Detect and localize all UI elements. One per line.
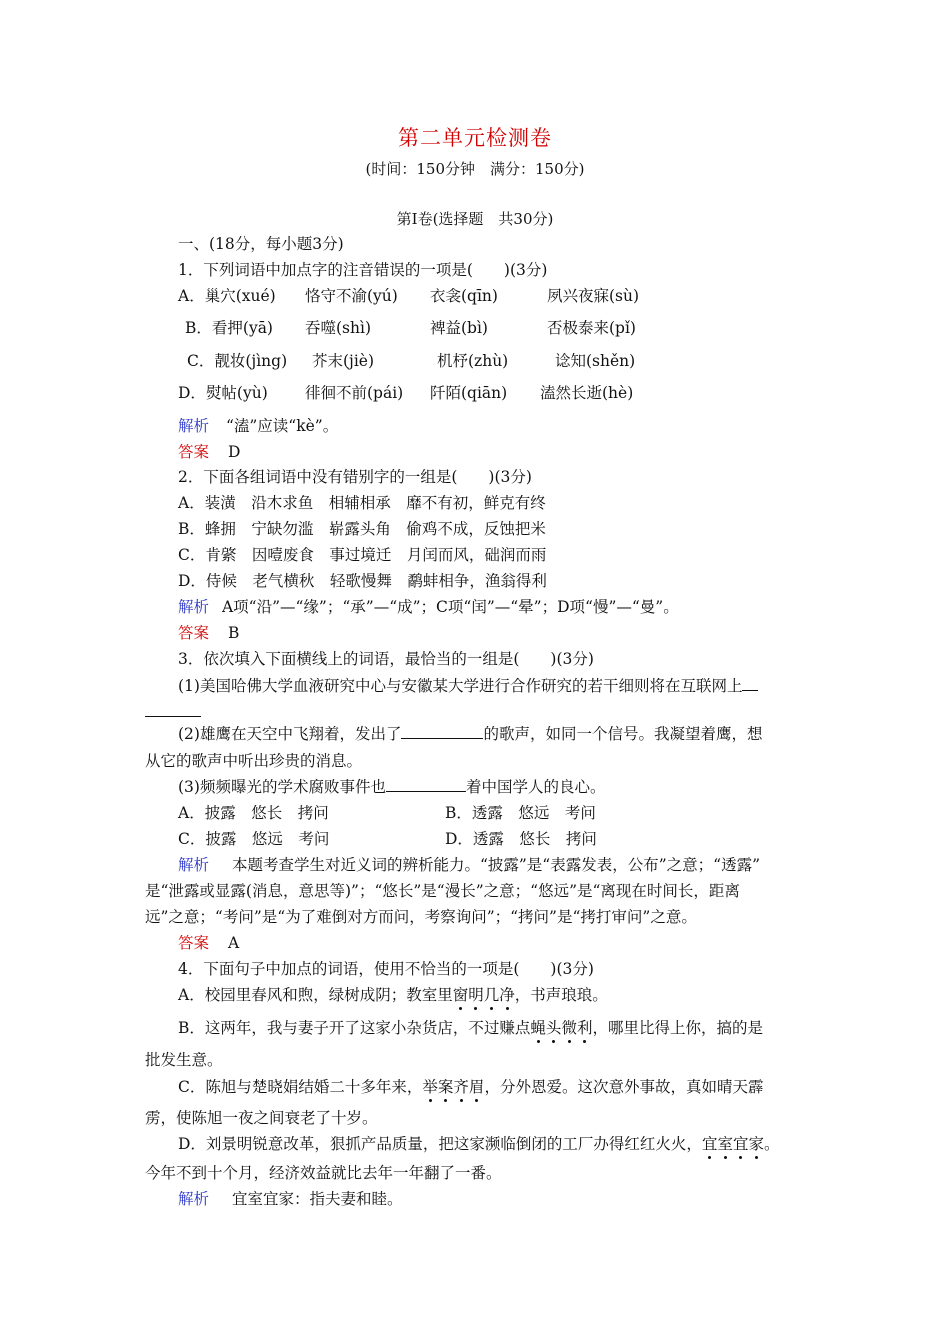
emphasis-char: 宜	[732, 1135, 749, 1153]
emphasis-char: 明	[468, 986, 484, 1004]
emphasis-char: 宜	[701, 1135, 718, 1153]
analysis-label: 解析	[178, 1190, 210, 1208]
fill-blank	[401, 724, 483, 739]
dotted-phrase	[422, 1078, 484, 1096]
q4-option-c	[178, 1077, 763, 1097]
q1-option: 机杼(zhù)	[437, 352, 509, 370]
section-heading: 第Ⅰ卷(选择题 共30分)	[396, 210, 554, 228]
emphasis-char: 案	[437, 1078, 454, 1096]
option-text: A．校园里春风和煦，绿树成阴；教室里	[178, 986, 453, 1004]
analysis-text: 宜室宜家：指夫妻和睦。	[231, 1190, 403, 1208]
fill-blank	[386, 777, 466, 792]
q3-option: D．透露 悠长 拷问	[445, 830, 597, 848]
option-text: D．刘景明锐意改革，狠抓产品质量，把这家濒临倒闭的工厂办得红红火火，	[178, 1135, 702, 1153]
part-heading: 一、(18分，每小题3分)	[178, 235, 344, 253]
q1-option: A．巢穴(xué)	[178, 287, 276, 305]
q3-analysis-cont: 是“泄露或显露(消息，意思等)”；“悠长”是“漫长”之意；“悠远”是“离现在时间长，距离	[145, 882, 740, 900]
exam-time-score: (时间：150分钟 满分：150分)	[365, 160, 585, 178]
option-text: 。	[764, 1135, 780, 1153]
q2-option: D．侍候 老气横秋 轻歌慢舞 鹬蚌相争，渔翁得利	[178, 572, 547, 590]
analysis-label: 解析	[178, 856, 210, 874]
q3-stem: 3．依次填入下面横线上的词语，最恰当的一组是( )(3分)	[178, 650, 594, 668]
q4-option-b-cont: 批发生意。	[145, 1051, 223, 1069]
answer-label: 答案	[178, 934, 210, 952]
emphasis-char: 蝇	[530, 1019, 546, 1037]
q1-option: 否极泰来(pǐ)	[547, 319, 636, 337]
sentence-text: (3)频频曝光的学术腐败事件也	[178, 778, 386, 796]
answer-label: 答案	[178, 443, 210, 461]
analysis-label: 解析	[178, 598, 210, 616]
q1-option: 裨益(bì)	[430, 319, 488, 337]
q3-sentence-1	[178, 676, 758, 696]
option-text: ，书声琅琅。	[514, 986, 608, 1004]
q3-sentence-2	[178, 724, 762, 744]
emphasis-char: 家	[748, 1135, 764, 1153]
emphasis-char: 几	[483, 986, 500, 1004]
page-title: 第二单元检测卷	[398, 126, 552, 150]
q4-option-d-cont: 今年不到十个月，经济效益就比去年一年翻了一番。	[145, 1164, 502, 1182]
sentence-text: (2)雄鹰在天空中飞翔着，发出了	[178, 725, 402, 743]
analysis-label: 解析	[178, 417, 210, 435]
q3-option: B．透露 悠远 考问	[445, 804, 596, 822]
emphasis-char: 举	[422, 1078, 438, 1096]
q1-option: 衣衾(qīn)	[430, 287, 498, 305]
q2-option: C．肯綮 因噎废食 事过境迁 月闰而风，础润而雨	[178, 546, 547, 564]
dotted-phrase	[530, 1019, 592, 1037]
q3-analysis	[178, 855, 760, 875]
q2-analysis	[178, 597, 679, 617]
q1-analysis	[178, 416, 338, 436]
q3-sentence-2-cont: 从它的歌声中听出珍贵的消息。	[145, 752, 363, 770]
analysis-text: A项“沿”—“缘”；“承”—“成”；C项“闰”—“晕”；D项“慢”—“曼”。	[221, 598, 679, 616]
q3-option: C．披露 悠远 考问	[178, 830, 330, 848]
answer-label: 答案	[178, 624, 210, 642]
dotted-phrase	[702, 1135, 764, 1153]
q3-option: A．披露 悠长 拷问	[178, 804, 329, 822]
q4-stem: 4．下面句子中加点的词语，使用不恰当的一项是( )(3分)	[178, 960, 594, 978]
q1-option: 谂知(shěn)	[555, 352, 636, 370]
fill-blank	[742, 676, 758, 691]
emphasis-char: 微	[561, 1019, 577, 1037]
q1-answer	[178, 442, 240, 462]
q2-answer	[178, 623, 239, 643]
analysis-text: 本题考查学生对近义词的辨析能力。“披露”是“表露发表，公布”之意；“透露”	[231, 856, 760, 874]
emphasis-char: 净	[499, 986, 515, 1004]
q4-analysis	[178, 1189, 402, 1209]
sentence-text: 着中国学人的良心。	[465, 778, 606, 796]
q4-option-d	[178, 1134, 780, 1154]
emphasis-char: 利	[576, 1019, 593, 1037]
q1-option: 吞噬(shì)	[305, 319, 371, 337]
q1-option: 溘然长逝(hè)	[540, 384, 634, 402]
q1-option: 夙兴夜寐(sù)	[547, 287, 640, 305]
q1-option: 阡陌(qiān)	[430, 384, 508, 402]
q2-option: B．蜂拥 宁缺勿滥 崭露头角 偷鸡不成，反蚀把米	[178, 520, 546, 538]
q3-analysis-cont: 远”之意；“考问”是“为了难倒对方而问，考察询问”；“拷问”是“拷打审问”之意。	[145, 908, 697, 926]
q1-option: 徘徊不前(pái)	[305, 384, 404, 402]
q3-sentence-3	[178, 777, 605, 797]
option-text: ，分外恩爱。这次意外事故，真如晴天霹	[484, 1078, 764, 1096]
q2-option: A．装潢 沿木求鱼 相辅相承 靡不有初，鲜克有终	[178, 494, 546, 512]
q3-answer	[178, 933, 239, 953]
q1-option: C．靓妆(jìng)	[187, 352, 288, 370]
answer-text: B	[227, 624, 240, 642]
analysis-text: “溘”应读“kè”。	[225, 417, 339, 435]
emphasis-char: 齐	[453, 1078, 469, 1096]
emphasis-char: 室	[717, 1135, 733, 1153]
q1-option: D．熨帖(yù)	[178, 384, 268, 402]
option-text: C．陈旭与楚晓娟结婚二十多年来，	[178, 1078, 423, 1096]
q1-option: B．看押(yā)	[185, 319, 273, 337]
emphasis-char: 头	[545, 1019, 562, 1037]
q4-option-a	[178, 985, 608, 1005]
sentence-text: (1)美国哈佛大学血液研究中心与安徽某大学进行合作研究的若干细则将在互联网上	[178, 677, 743, 695]
q1-option: 恪守不渝(yú)	[305, 287, 398, 305]
q1-stem: 1．下列词语中加点字的注音错误的一项是( )(3分)	[178, 261, 548, 279]
dotted-phrase	[453, 986, 515, 1004]
q3-sentence-1-cont	[145, 702, 201, 722]
q2-stem: 2．下面各组词语中没有错别字的一组是( )(3分)	[178, 468, 532, 486]
q1-option: 芥末(jiè)	[312, 352, 375, 370]
emphasis-char: 窗	[452, 986, 469, 1004]
emphasis-char: 眉	[468, 1078, 485, 1096]
option-text: B．这两年，我与妻子开了这家小杂货店，不过赚点	[178, 1019, 531, 1037]
option-text: ，哪里比得上你，搞的是	[592, 1019, 763, 1037]
answer-text: A	[227, 934, 240, 952]
answer-text: D	[227, 443, 241, 461]
q4-option-c-cont: 雳，使陈旭一夜之间衰老了十岁。	[145, 1109, 378, 1127]
q4-option-b	[178, 1018, 763, 1038]
fill-blank	[145, 702, 201, 717]
sentence-text: 的歌声，如同一个信号。我凝望着鹰，想	[483, 725, 763, 743]
